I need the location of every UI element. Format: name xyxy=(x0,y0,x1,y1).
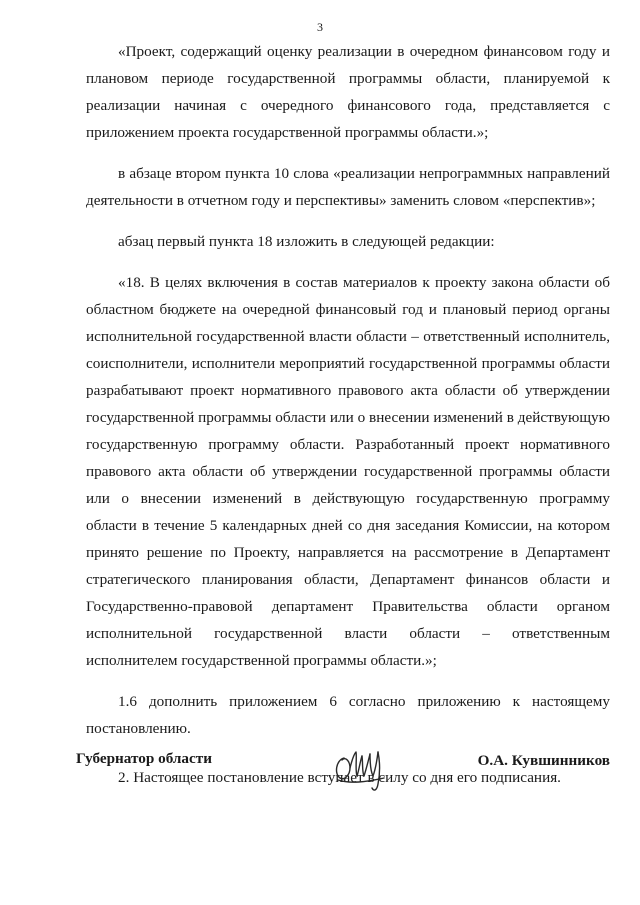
paragraph-effective-date: 2. Настоящее постановление вступает в силу со дня его подписания. xyxy=(118,769,561,786)
paragraph-item-1-6: 1.6 дополнить приложением 6 согласно приложению к настоящему постановлению. xyxy=(86,693,610,737)
handwritten-signature-icon xyxy=(330,740,394,794)
signature-block xyxy=(76,740,610,810)
signatory-position: Губернатор области xyxy=(76,750,212,767)
signatory-name: О.А. Кувшинников xyxy=(477,752,610,769)
paragraph-project-assessment: «Проект, содержащий оценку реализации в очередном финансовом году и плановом периоде государственной программы области, планируемой к реализации начиная с очередного финансового года, представляется с приложением проекта государственной программы области.»; xyxy=(86,43,610,141)
paragraph-item-18-intro: абзац первый пункта 18 изложить в следующей редакции: xyxy=(118,233,495,250)
document-body xyxy=(86,38,610,791)
paragraph-item-18-text: «18. В целях включения в состав материалов к проекту закона области об областном бюджете на очередной финансовый год и плановый период органы исполнительной государственной власти области – ответственный исполнитель, соисполнители, исполнители мероприятий государственной программы области разрабатывают проект нормативного правового акта области об утверждении государственной программы области или о внесении изменений в действующую государственную программу области. Разработанный проект нормативного правового акта области об утверждении государственной программы области или о внесении изменений в действующую государственную программу области в течение 5 календарных дней со дня заседания Комиссии, на котором принято решение по Проекту, направляется на рассмотрение в Департамент стратегического планирования области, Департамент финансов области и Государственно-правовой департамент Правительства области органом исполнительной государственной власти области – ответственным исполнителем государственной программы области.»; xyxy=(86,274,610,669)
page-number: 3 xyxy=(317,20,323,34)
paragraph-item-10-amendment: в абзаце втором пункта 10 слова «реализации непрограммных направлений деятельности в отчетном году и перспективы» заменить словом «перспектив»; xyxy=(86,165,610,209)
